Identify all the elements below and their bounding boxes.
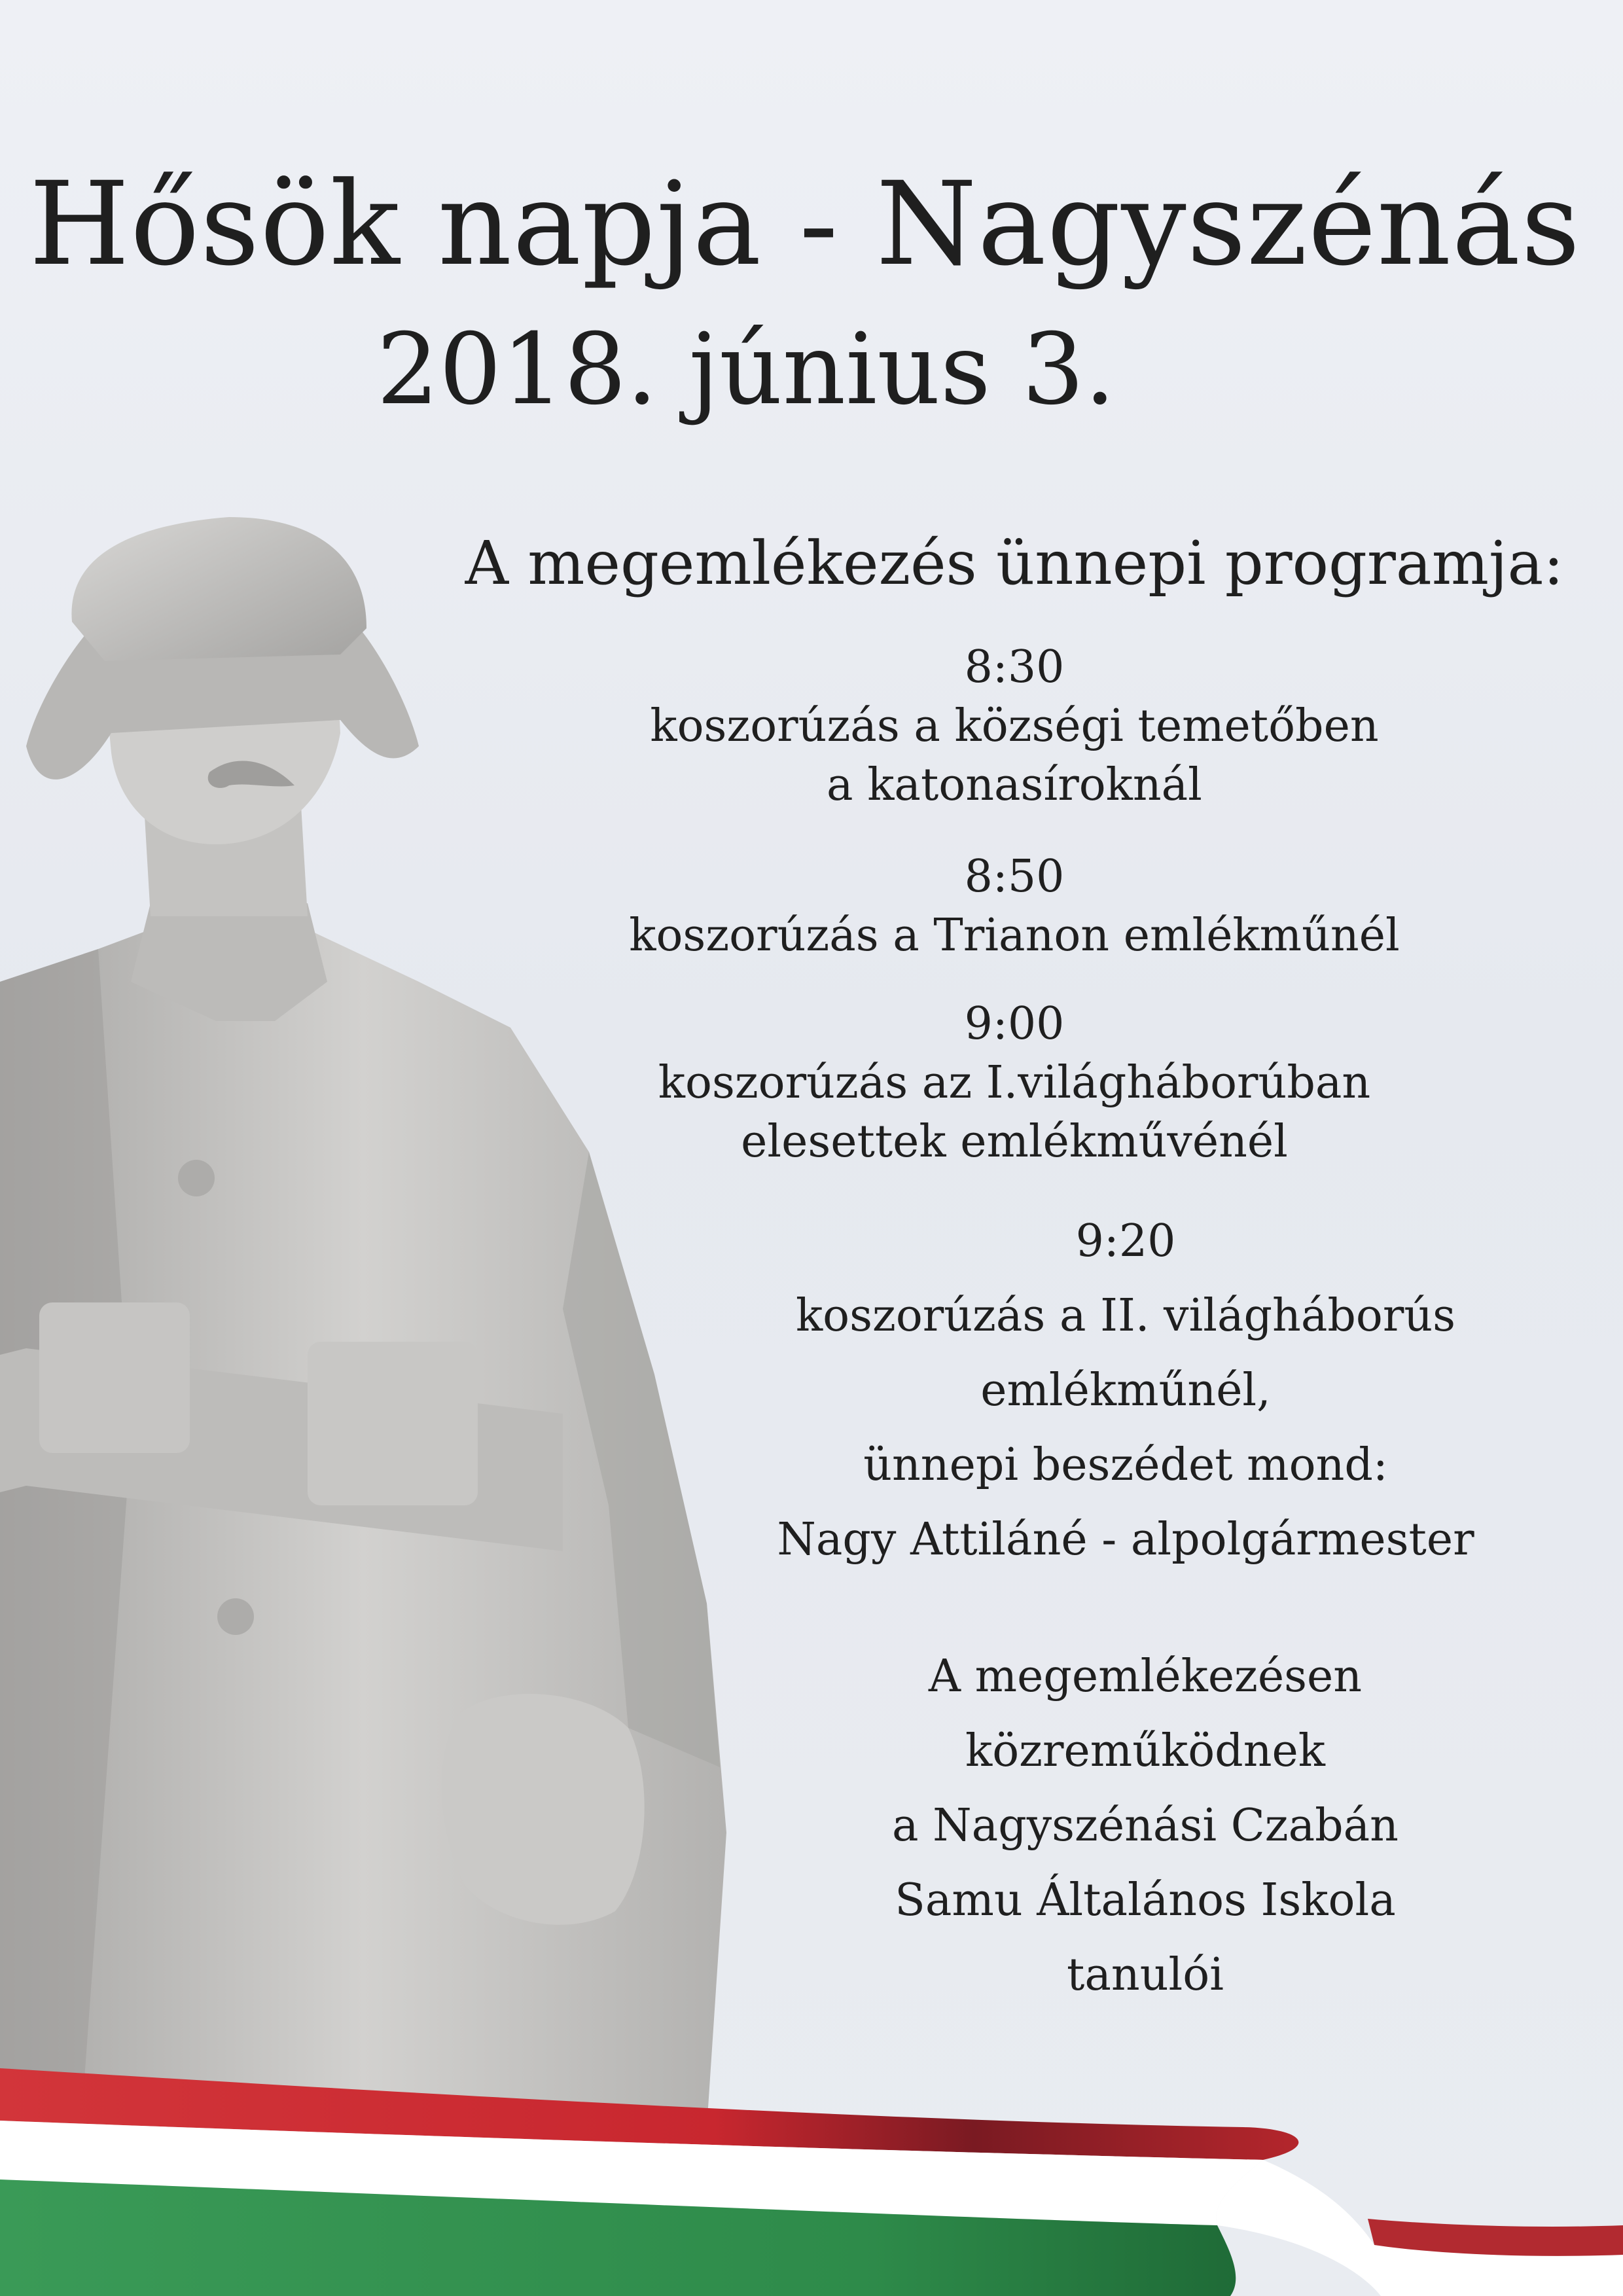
program-line: elesettek emlékművénél xyxy=(741,1116,1288,1168)
program-item xyxy=(700,1204,1551,1577)
program-item xyxy=(589,995,1440,1172)
program-line: koszorúzás a II. világháborús xyxy=(795,1290,1456,1342)
closing-line: a Nagyszénási Czabán xyxy=(892,1800,1399,1852)
poster-title: Hősök napja - Nagyszénás xyxy=(29,157,1581,291)
program-time: 9:20 xyxy=(1075,1215,1176,1267)
closing-line: tanulói xyxy=(1067,1949,1224,2001)
program-line: koszorúzás a Trianon emlékműnél xyxy=(629,910,1400,961)
program-time: 9:00 xyxy=(964,998,1065,1050)
program-item xyxy=(589,638,1440,815)
program-item xyxy=(589,848,1440,965)
program-line: koszorúzás a községi temetőben xyxy=(650,700,1379,752)
closing-line: A megemlékezésen xyxy=(928,1651,1363,1702)
program-line: koszorúzás az I.világháborúban xyxy=(658,1057,1371,1109)
program-line: ünnepi beszédet mond: xyxy=(863,1439,1388,1491)
program-time: 8:30 xyxy=(964,641,1065,693)
program-heading: A megemlékezés ünnepi programja: xyxy=(465,528,1564,598)
program-line: Nagy Attiláné - alpolgármester xyxy=(777,1514,1474,1566)
event-date: 2018. június 3. xyxy=(376,313,1116,427)
closing-line: közreműködnek xyxy=(965,1725,1325,1777)
program-line: a katonasíroknál xyxy=(827,759,1202,811)
program-line: emlékműnél, xyxy=(980,1365,1271,1416)
hungarian-flag-ribbon xyxy=(0,2029,1623,2296)
closing-line: Samu Általános Iskola xyxy=(895,1874,1396,1926)
program-time: 8:50 xyxy=(964,851,1065,903)
closing-note xyxy=(720,1640,1571,2013)
